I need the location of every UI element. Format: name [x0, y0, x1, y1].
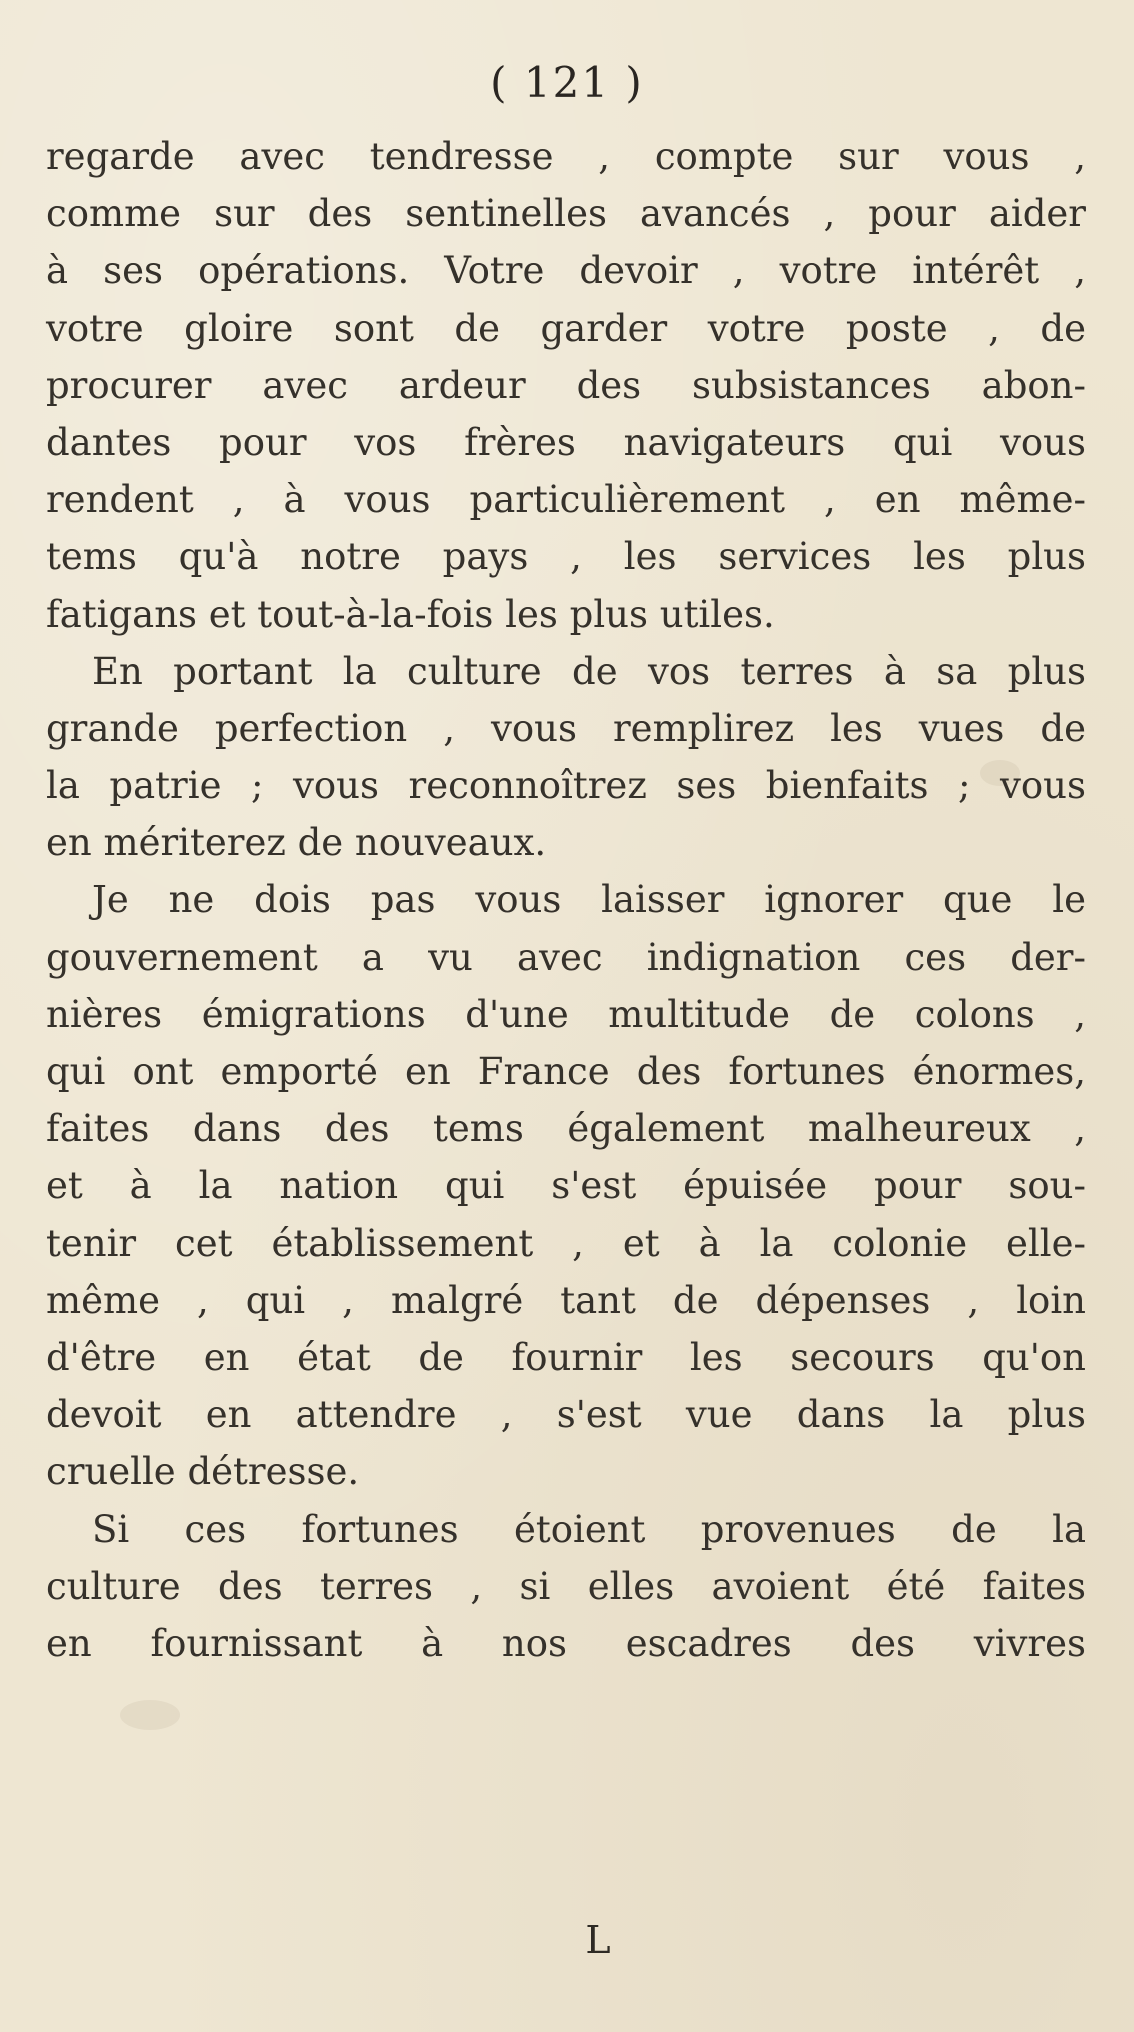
paragraph-start-line: Si ces fortunes étoient provenues de la [92, 1507, 1086, 1551]
text-line: fatigans et tout-à-la-fois les plus utiles. [46, 592, 775, 636]
text-line: et à la nation qui s'est épuisée pour sou- [46, 1164, 1086, 1208]
text-line: dantes pour vos frères navigateurs qui vous [46, 420, 1086, 464]
text-line: devoit en attendre , s'est vue dans la plus [46, 1393, 1086, 1437]
text-line: votre gloire sont de garder votre poste , de [46, 306, 1086, 350]
text-line: comme sur des sentinelles avancés , pour aider [46, 192, 1086, 236]
text-line: en mériterez de nouveaux. [46, 821, 547, 865]
text-line: la patrie ; vous reconnoîtrez ses bienfaits ; vous [46, 764, 1086, 808]
text-line: tenir cet établissement , et à la colonie elle- [46, 1221, 1086, 1265]
text-line: procurer avec ardeur des subsistances abon- [46, 363, 1086, 407]
text-line: qui ont emporté en France des fortunes énormes, [46, 1050, 1086, 1093]
text-line: tems qu'à notre pays , les services les plus [46, 535, 1086, 579]
body-text [46, 128, 1086, 1672]
text-line: d'être en état de fournir les secours qu'on [46, 1335, 1086, 1379]
signature-mark: L [585, 1918, 611, 1962]
text-line: en fournissant à nos escadres des vivres [46, 1621, 1086, 1665]
paper-stain [120, 1700, 180, 1730]
text-line: faites dans des tems également malheureux , [46, 1107, 1086, 1151]
text-line: grande perfection , vous remplirez les vues de [46, 706, 1086, 750]
text-line: rendent , à vous particulièrement , en même- [46, 478, 1086, 522]
paragraph-start-line: Je ne dois pas vous laisser ignorer que le [92, 878, 1086, 922]
text-line: même , qui , malgré tant de dépenses , loin [46, 1278, 1086, 1322]
text-line: regarde avec tendresse , compte sur vous , [46, 135, 1086, 178]
text-line: gouvernement a vu avec indignation ces der- [46, 935, 1086, 979]
text-line: à ses opérations. Votre devoir , votre intérêt , [46, 249, 1086, 293]
text-line: nières émigrations d'une multitude de colons , [46, 992, 1086, 1036]
page-number: ( 121 ) [490, 58, 644, 107]
text-line: cruelle détresse. [46, 1450, 360, 1494]
paragraph-start-line: En portant la culture de vos terres à sa plus [92, 649, 1086, 693]
text-line: culture des terres , si elles avoient été faites [46, 1564, 1086, 1608]
